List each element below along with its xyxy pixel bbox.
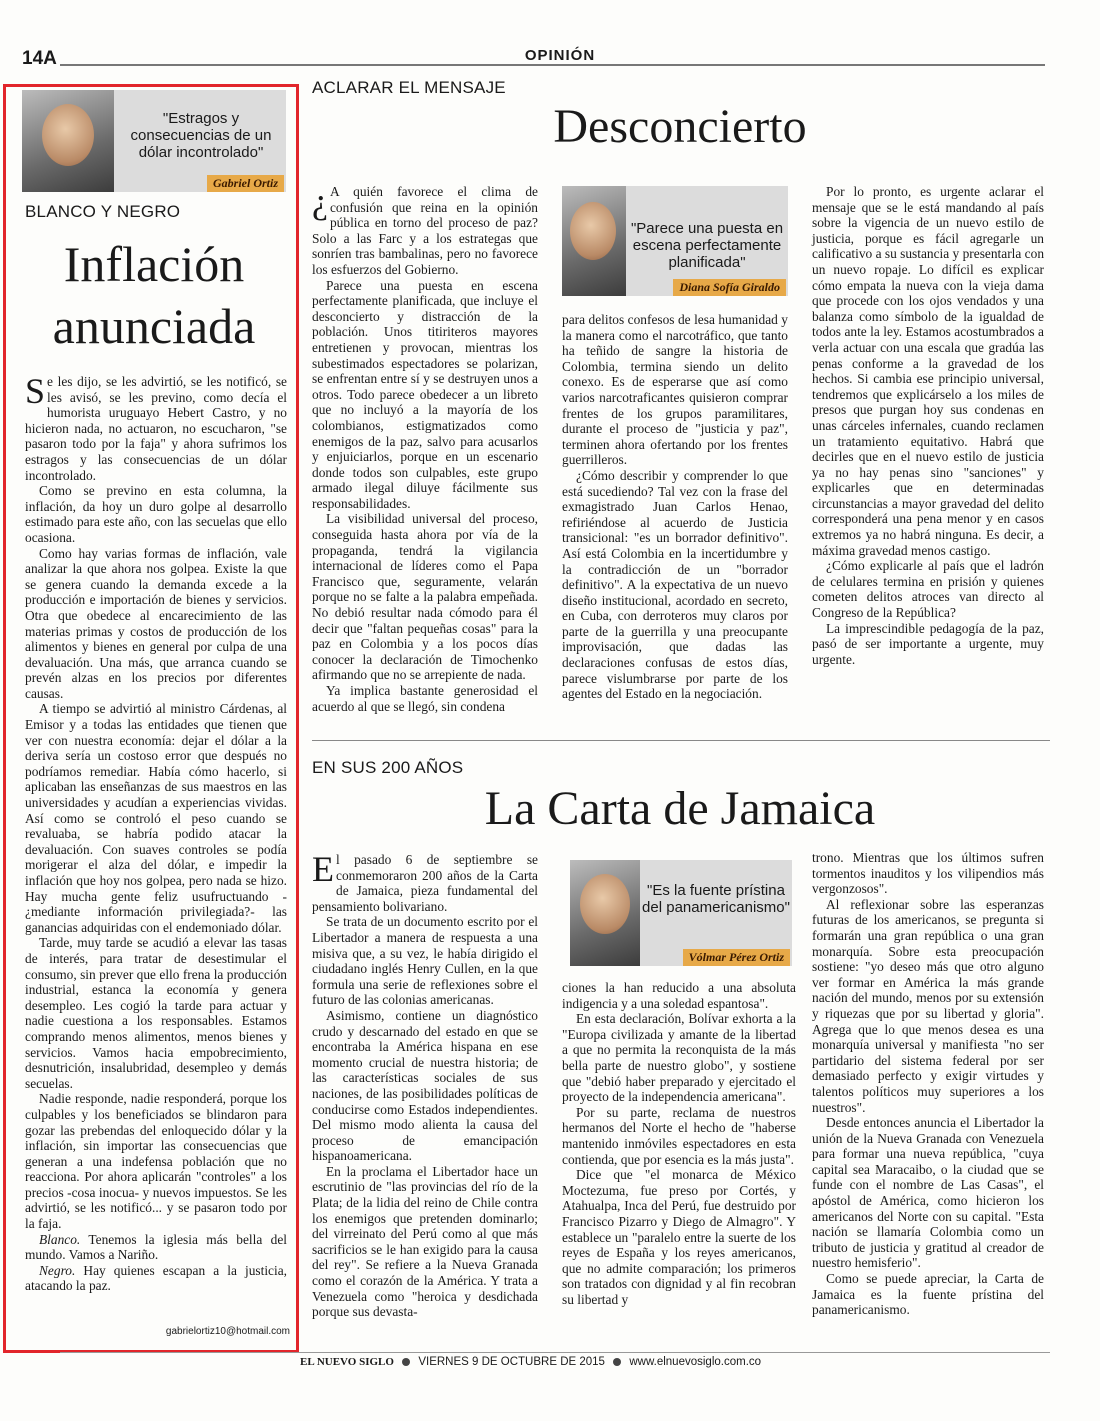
article1-col2 [562,312,788,702]
paragraph: Dice que "el monarca de México Moctezuma, fue preso por Cortés, y Atahualpa, Inca del Perú, fue destruido por Francisco Pizarro y Diego de Almagro". Y establece un "paralelo entre la suerte de los reyes de España y los reyes americanos, que no admite comparación; los primeros son tratados con dignidad y al fin recobran su libertad y [562,1167,796,1307]
article2-col1: El pasado 6 de septiembre se conmemoraron 200 años de la Carta de Jamaica, pieza fundamental del pensamiento bolivariano. Se trata de un documento escrito por el Libertador a manera de respuesta a una misiva que, a su vez, le había dirigido el ciudadano inglés Henry Cullen, en la que formula una serie de reflexiones sobre el futuro de las colonias americanas. Asimismo, contiene un diagnóstico crudo y descarnado del estado en que se encontraba la América hispana en ese momento crucial de nuestra historia; de las características sociales de sus naciones, de las posibilidades políticas de conducirse como Estados independientes. Del mismo modo alienta la causa del proceso de emancipación hispanoamericana. En la proclama el Libertador hace un escrutinio de "las provincias del río de la Plata; de la lidia del reino de Chile contra los enemigos que pretenden dominarlo; del virreinato del Perú como al que más sacrificios se le han exigido para la causa del rey". Se refiere a la Nueva Granada como el corazón de la América. Y trata a Venezuela como "heroica y desdichada porque sus devasta- [312,849,538,1320]
section-title: OPINIÓN [524,47,596,64]
drop-cap: E [312,849,334,889]
article2-col2 [562,980,796,1307]
drop-cap: ¿ [312,181,328,221]
pull-quote: "Estragos y consecuencias de un dólar incontrolado" [130,110,272,161]
paragraph: La visibilidad universal del proceso, conseguida hasta ahora por vía de la propaganda, tendrá la vigilancia internacional de líderes como el Papa Francisco que, seguramente, velarán porque no se falte a la palabra empeñada. No debió resultar nada cómodo para él decir que "faltan pequeñas cosas" para la paz en Colombia y a los pocos días conocer la declaración de Timochenko afirmando que no se arrepiente de nada. [312,511,538,683]
paragraph: trono. Mientras que los últimos sufren tormentos inauditos y los vilipendios más vergonzosos". [812,850,1044,897]
author-email[interactable]: gabrielortiz10@hotmail.com [165,1326,290,1337]
bullet-icon [613,1358,621,1366]
paragraph: para delitos confesos de lesa humanidad y la manera como el narcotráfico, que tanto ha teñido de sangre la historia de Colombia, termina siendo un delito conexo. Es de esperarse que así como varios narcotraficantes quisieron comprar frentes de los grupos paramilitares, durante el proceso de "justicia y paz", terminen ahora ofertando por los frentes guerrilleros. [562,312,788,468]
quote-box-giraldo [562,186,788,296]
column-kicker: BLANCO Y NEGRO [25,202,181,221]
paragraph: ciones la han reducido a una absoluta indigencia y a una soledad espantosa". [562,980,796,1011]
article1-col3 [812,184,1044,667]
paragraph: Como hay varias formas de inflación, vale analizar la que ahora nos golpea. Existe la que se genera cuando la demanda excede a la producción e importación de bienes y servicios. Otra que obedece al encarecimiento de las materias primas y costos de producción de los alimentos y bienes en general por culpa de una devaluación. Una más, que arranca cuando se prevén alzas en los precios por diferentes causas. [25,545,287,701]
author-byline: Vólmar Pérez Ortiz [683,949,790,966]
pull-quote: "Es la fuente prístina del panamericanismo" [642,882,790,916]
website-link[interactable]: www.elnuevosiglo.com.co [629,1356,762,1368]
footer [300,1356,1000,1368]
author-byline: Diana Sofía Giraldo [673,279,786,296]
paragraph: Desde entonces anuncia el Libertador la unión de la Nueva Granada con Venezuela para formar una nueva república, "cuya capital sea Maracaibo, o la ciudad que se funde con el nombre de Las Casas", el apóstol de América, como hicieron los americanos del Norte con su capital. "Esta nación se llamaría Colombia como un tributo de justicia y gratitud al creador de nuestro hemisferio". [812,1115,1044,1271]
blanco-paragraph: Blanco. Tenemos la iglesia más bella del mundo. Vamos a Nariño. [25,1231,287,1263]
paragraph: ¿Cómo explicarle al país que el ladrón de celulares termina en prisión y quienes cometen delitos atroces van directo al Congreso de la República? [812,558,1044,621]
paragraph: Como se previno en esta columna, la inflación, da hoy un duro golpe al desarrollo estimado para este año, con las secuelas que ello ocasiona. [25,483,287,545]
publication-name: EL NUEVO SIGLO [300,1356,394,1368]
article2-col3 [812,850,1044,1318]
author-photo [22,90,114,192]
negro-label: Negro. [39,1262,76,1278]
negro-paragraph: Negro. Hay quienes escapan a la justicia, atacando la paz. [25,1262,287,1294]
article2-headline: La Carta de Jamaica [484,782,876,835]
paragraph: La imprescindible pedagogía de la paz, pasó de ser importante a urgente, muy urgente. [812,620,1044,667]
author-photo [570,860,640,966]
bullet-icon [402,1358,410,1366]
quote-box-perez [570,860,792,966]
author-photo [562,186,626,296]
page-number: 14A [22,48,57,69]
article1-kicker: ACLARAR EL MENSAJE [312,78,506,97]
paragraph: Por lo pronto, es urgente aclarar el mensaje que se le está mandando al país sobre la vigencia de un nuevo estilo de justicia, porque es fácil agregarle un calificativo a su sustancia y presentarla con un nuevo ropaje. Lo difícil es explicar cómo empata la nueva con la vieja dama que procede con los ojos vendados y una balanza como símbolo de la igualdad de todos ante la ley. Estamos acostumbrados a verla actuar con una escala que gradúa las penas conforme a la gravedad de los hechos. Si cambia ese principio universal, tendremos que explicárselo a los miles de presos que purgan hoy sus condenas en unas cárceles infernales, cuando reclamen un tratamiento equitativo. Habrá que decirles que en el nuevo estilo de justicia ya no hay penas sino "sanciones" y explicarles que en determinadas circunstancias a mayor gravedad del delito corresponderá una pena menor y en casos extremos ya no habrá ninguna. Es decir, a máxima gravedad menos castigo. [812,184,1045,558]
footer-rule [60,1352,1050,1353]
column-headline-1: Inflación [63,236,245,292]
article1-headline: Desconcierto [553,100,807,153]
author-byline: Gabriel Ortiz [207,175,284,192]
blanco-label: Blanco. [39,1231,81,1247]
section-divider [312,740,1050,741]
column-headline-2: anunciada [52,298,256,354]
paragraph: A tiempo se advirtió al ministro Cárdenas, al Emisor y a todas las entidades que tienen que ver con nuestra economía: dejar el dólar a la deriva sería un costoso error que después no podríamos remediar. Había cómo hacerlo, si aplicaban las enseñanzas de sus maestros en las universidades y acudían a experiencias vividas. Así como se controló el peso cuando se revaluaba, se habría podido atacar la devaluación. Con suaves controles se podía morigerar el alza del dólar, e impedir la inflación que hoy nos golpea, pero nada se hizo. Hay mucha gente feliz usufructuando -¿mediante información privilegiada?- las ganancias adquiridas con el endemoniado dólar. [25,701,287,935]
column-body [25,371,287,1294]
header-rule [60,64,1045,66]
paragraph: Parece una puesta en escena perfectamente planificada, que incluye el desconcierto y distracción de la población. Unos titiriteros mayores entretienen y provocan, mientras los subestimados espectadores se polarizan, se enfrentan entre sí y se destruyen unos a otros. Todo parece obedecer a un libreto que no incluyó a la mayoría de los colombianos, estigmatizados como enemigos de la paz, salvo para acusarlos y enjuiciarlos, porque en un escenario donde todos son culpables, este grupo armado ilegal diluye fácilmente sus responsabilidades. [312,277,538,511]
article2-kicker: EN SUS 200 AÑOS [312,758,464,777]
paragraph: Por su parte, reclama de nuestros hermanos del Norte el hecho de "haberse mantenido inmóviles espectadores en esta contienda, que por esencia es la más justa". [562,1104,796,1167]
paragraph: En esta declaración, Bolívar exhorta a la "Europa civilizada y amante de la libertad a que no permita la reconquista de la más bella parte de nuestro globo", y sostiene que "debió haber preparado y ejercitado el proyecto de la independencia americana". [562,1011,796,1105]
paragraph: Se trata de un documento escrito por el Libertador a manera de respuesta a una misiva que, a su vez, le había dirigido el ciudadano inglés Henry Cullen, en la que formula una serie de reflexiones sobre el futuro de las colonias americanas. [312,914,538,1008]
paragraph: e les dijo, se les advirtió, se les notificó, se les avisó, se les previno, como decía el humorista uruguayo Hebert Castro, y no hicieron nada, no actuaron, no escucharon, "se pasaron todo por la faja" y ahora sufrimos los estragos y las consecuencias de un dólar incontrolado. [25,374,287,483]
paragraph: Al reflexionar sobre las esperanzas futuras de los americanos, se pregunta si formarán una gran república o una gran monarquía. Sobre esta preocupación sostiene: "yo deseo más que otro alguno ver formar en América la más grande nación del mundo, menos por su extensión y riquezas que por su libertad y gloria". Agrega que lo que menos desea es una monarquía universal y manifiesta "no ser partidario del sistema federal por ser demasiado perfecto y exigir virtudes y talentos políticos muy superiores a los nuestros". [812,896,1044,1115]
paragraph: Nadie responde, nadie responderá, porque los culpables y los beneficiados se blindaron para gozar las prebendas del enloquecido dólar y la inflación, sin importar las consecuencias que generan a una indefensa población que no reacciona. Por ahora aplicarán "controles" a los precios -cosa inocua- y nuevos impuestos. Se les advirtió, se les notificó... y se pasaron todo por la faja. [25,1091,287,1232]
drop-cap: S [25,371,46,411]
paragraph: En la proclama el Libertador hace un escrutinio de "las provincias del río de la Plata; de la lidia del reino de Chile contra los enemigos que pretenden dominarlo; del virreinato del Perú como al que más sacrificios se le han exigido para la causa del rey". Se refiere a la Nueva Granada como el corazón de la América. Y trata a Venezuela como "heroica y desdichada porque sus devasta- [312,1163,538,1320]
paragraph: Tarde, muy tarde se acudió a elevar las tasas de interés, para tratar de desestimular el consumo, sin prever que ello frena la producción industrial, estanca la economía y genera desempleo. Les cogió la tarde para actuar y nadie cuestiona a los responsables. Estamos comprando menos alimentos, menos bienes y servicios. Vamos hacia empobrecimiento, desnutrición, insalubridad, desempleo y demás secuelas. [25,935,287,1091]
paragraph: Ya implica bastante generosidad el acuerdo al que se llegó, sin condena [312,683,538,714]
quote-box-ortiz [22,90,286,192]
paragraph: ¿Cómo describir y comprender lo que está sucediendo? Tal vez con la frase del exmagistrado Juan Carlos Henao, refiriéndose al acuerdo de Justicia transicional: "es un borrador definitivo". Así está Colombia en la incertidumbre y la contradicción de un "borrador definitivo". A la expectativa de un nuevo diseño institucional, acordado en secreto, en Cuba, con derroteros muy claros por parte de la guerrilla y una preocupante improvisación, que dadas las declaraciones confusas de estos días, parece vislumbrarse por parte de los agentes del Estado en la negociación. [562,467,788,702]
paragraph: Asimismo, contiene un diagnóstico crudo y descarnado del estado en que se encontraba la América hispana en ese momento crucial de nuestra historia; de las características sociales de sus naciones, de las posibilidades políticas de conducirse como Estados independientes. Del mismo modo alienta la causa del proceso de emancipación hispanoamericana. [312,1007,538,1164]
pull-quote: "Parece una puesta en escena perfectamente planificada" [630,220,784,271]
paragraph: Como se puede apreciar, la Carta de Jamaica es la fuente prístina del panamericanismo. [812,1271,1044,1318]
publication-date: VIERNES 9 DE OCTUBRE DE 2015 [418,1356,605,1368]
article1-col1: ¿ A quién favorece el clima de confusión que reina en la opinión pública en torno del proceso de paz? Solo a las Farc y a los estrategas que sonríen tras bambalinas, pero no favorece los esfuerzos del Gobierno. Parece una puesta en escena perfectamente planificada, que incluye el desconcierto y distracción de la población. Unos titiriteros mayores entretienen y provocan, mientras los subestimados espectadores se polarizan, se enfrentan entre sí y se destruyen unos a otros. Todo parece obedecer a un libreto que no incluyó a la mayoría de los colombianos, estigmatizados como enemigos de la paz, salvo para acusarlos y enjuiciarlos, porque en un escenario donde todos son culpables, este grupo armado ilegal diluye fácilmente sus responsabilidades. La visibilidad universal del proceso, conseguida hasta ahora por vía de la propaganda, tendrá la vigilancia internacional de líderes como el Papa Francisco que, seguramente, velarán porque no se falte a la palabra empeñada. No debió resultar nada cómodo para él decir que "faltan pequeñas cosas" para la paz en Colombia y a los pocos días conocer la declaración de Timochenko afirmando que no se arrepiente de nada. Ya implica bastante generosidad el acuerdo al que se llegó, sin condena [312,181,538,714]
